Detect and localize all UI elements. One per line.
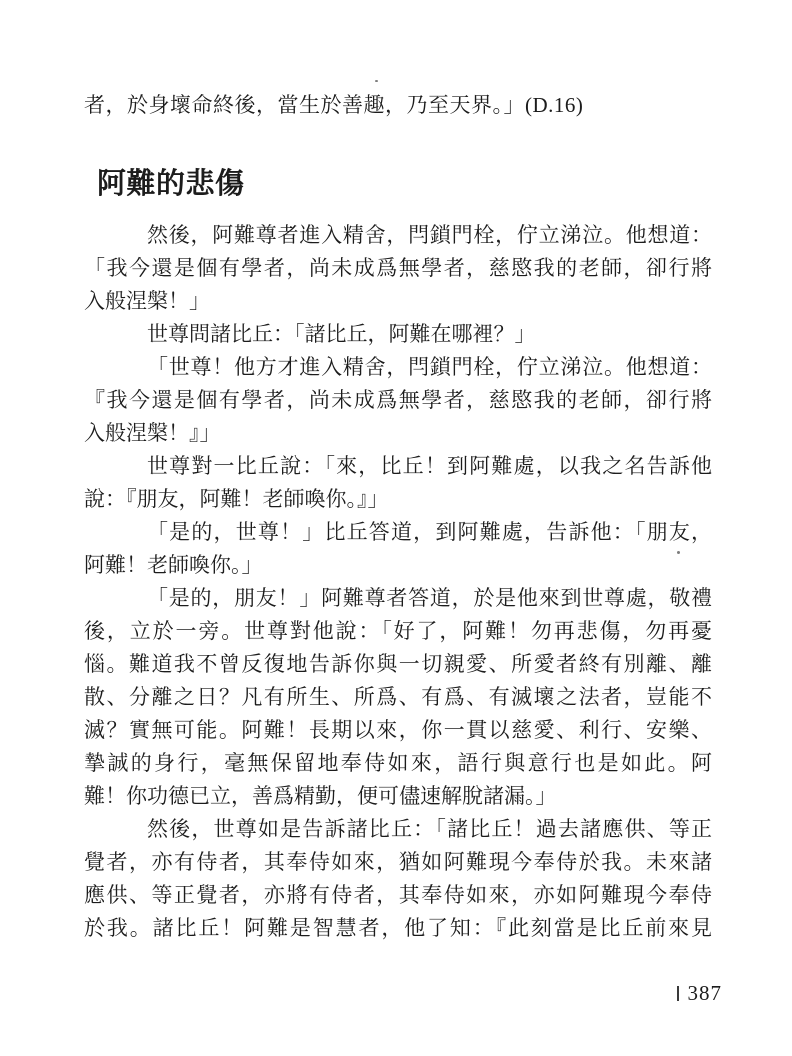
text-line: 難！你功德已立，善爲精勤，便可儘速解脫諸漏。」 — [84, 784, 557, 808]
text-line: 世尊對一比丘說：「來，比丘！到阿難處，以我之名告訴他 — [147, 454, 712, 478]
body-paragraphs — [84, 219, 712, 945]
text-line: 『我今還是個有學者，尚未成爲無學者，慈愍我的老師，卻行將 — [84, 388, 712, 412]
text-line: 後，立於一旁。世尊對他說：「好了，阿難！勿再悲傷，勿再憂 — [84, 619, 712, 643]
text-line: 覺者，亦有侍者，其奉侍如來，猶如阿難現今奉侍於我。未來諸 — [84, 850, 712, 874]
page-number — [677, 981, 723, 1005]
text-line: 「是的，世尊！」比丘答道，到阿難處，告訴他：「朋友， — [147, 520, 712, 544]
text-line: 入般涅槃！」 — [84, 289, 210, 313]
text-line: 散、分離之日？凡有所生、所爲、有爲、有滅壞之法者，豈能不 — [84, 685, 712, 709]
text-line: 摯誠的身行，毫無保留地奉侍如來，語行與意行也是如此。阿 — [84, 751, 712, 775]
text-line: 世尊問諸比丘：「諸比丘，阿難在哪裡？」 — [147, 322, 536, 346]
text-line: 滅？實無可能。阿難！長期以來，你一貫以慈愛、利行、安樂、 — [84, 718, 712, 742]
text-line: 入般涅槃！』」 — [84, 421, 221, 445]
text-line: 應供、等正覺者，亦將有侍者，其奉侍如來，亦如阿難現今奉侍 — [84, 883, 712, 907]
text-line: 「我今還是個有學者，尚未成爲無學者，慈愍我的老師，卻行將 — [84, 256, 712, 280]
scan-speck — [375, 80, 378, 82]
text-line: 然後，世尊如是告訴諸比丘：「諸比丘！過去諸應供、等正 — [147, 817, 712, 841]
text-line: 惱。難道我不曾反復地告訴你與一切親愛、所愛者終有別離、離 — [84, 652, 712, 676]
text-line: 「是的，朋友！」阿難尊者答道，於是他來到世尊處，敬禮 — [147, 586, 712, 610]
page-number-divider-icon — [677, 986, 679, 1001]
text-line: 「世尊！他方才進入精舍，閂鎖門栓，佇立涕泣。他想道： — [147, 355, 712, 379]
page-number-value: 387 — [687, 981, 722, 1005]
continuation-line: 者，於身壞命終後，當生於善趣，乃至天界。」(D.16) — [84, 93, 584, 117]
text-line: 於我。諸比丘！阿難是智慧者，他了知：『此刻當是比丘前來見 — [84, 916, 712, 940]
text-line: 阿難！老師喚你。」 — [84, 553, 263, 577]
section-heading: 阿難的悲傷 — [97, 168, 245, 201]
text-line: 然後，阿難尊者進入精舍，閂鎖門栓，佇立涕泣。他想道： — [147, 223, 712, 247]
text-line: 說：『朋友，阿難！老師喚你。』」 — [84, 487, 389, 511]
